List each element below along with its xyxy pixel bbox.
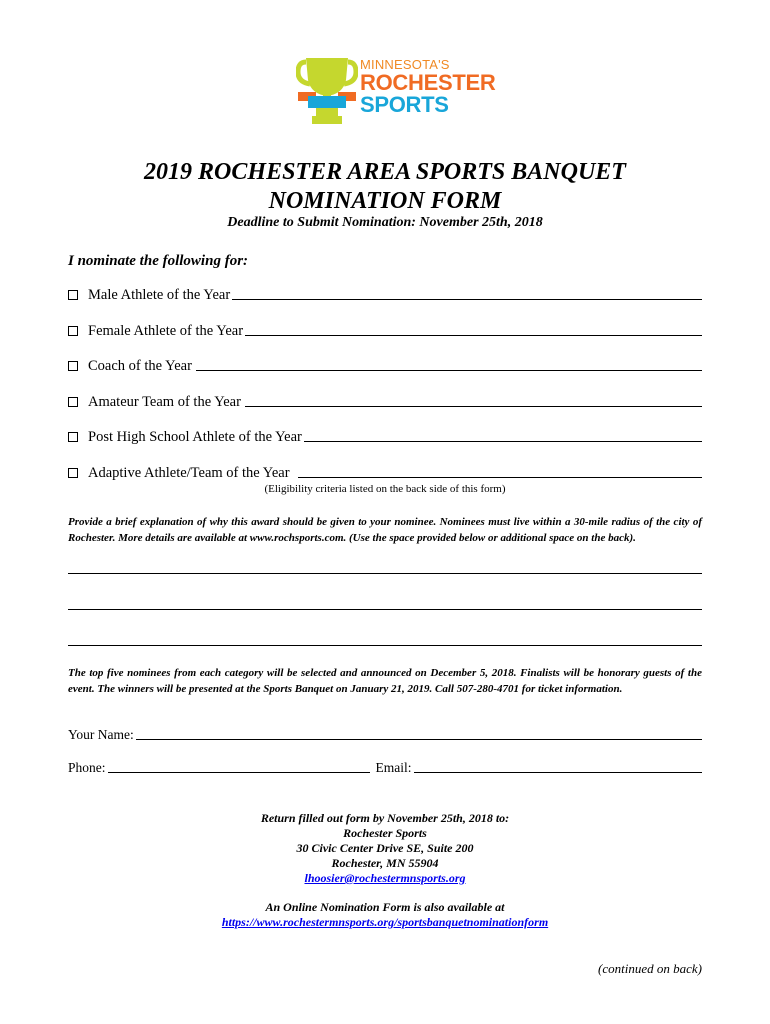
nominee-blank[interactable] xyxy=(298,476,702,478)
logo-wordmark xyxy=(360,58,495,116)
form-title-line1: 2019 ROCHESTER AREA SPORTS BANQUET xyxy=(144,159,626,185)
category-label: Male Athlete of the Year xyxy=(88,287,231,303)
rochester-sports-logo xyxy=(296,54,496,126)
nominate-heading: I nominate the following for: xyxy=(68,253,249,269)
category-post-high-school xyxy=(68,426,702,446)
continued-note: (continued on back) xyxy=(598,961,702,976)
phone-field[interactable] xyxy=(108,771,370,773)
explanation-line[interactable] xyxy=(68,573,702,574)
nominee-blank[interactable] xyxy=(196,369,702,371)
deadline-text: Deadline to Submit Nomination: November 25th, 2018 xyxy=(227,215,543,230)
return-organization: Rochester Sports xyxy=(343,826,427,840)
your-name-label: Your Name: xyxy=(68,727,134,742)
category-adaptive xyxy=(68,462,702,482)
explanation-instructions: Provide a brief explanation of why this award should be given to your nominee. Nominees must live within a 30-mile radius of the city of Rochester. More details are available at www.rochsports.com. (Use the space provided below or additional space on the back). xyxy=(68,516,702,544)
category-female-athlete xyxy=(68,320,702,340)
category-amateur-team xyxy=(68,391,702,411)
category-label: Female Athlete of the Year xyxy=(88,323,244,339)
category-checkbox[interactable] xyxy=(68,326,78,336)
return-street: 30 Civic Center Drive SE, Suite 200 xyxy=(296,841,474,855)
category-checkbox[interactable] xyxy=(68,361,78,371)
your-name-row xyxy=(68,727,702,743)
category-label: Adaptive Athlete/Team of the Year xyxy=(88,465,290,481)
online-form-link[interactable]: https://www.rochestermnsports.org/sportsbanquetnominationform xyxy=(221,915,549,929)
email-label: Email: xyxy=(375,760,412,775)
online-form-note: An Online Nomination Form is also available at xyxy=(265,900,505,914)
category-checkbox[interactable] xyxy=(68,432,78,442)
category-label: Coach of the Year xyxy=(88,358,192,374)
category-coach xyxy=(68,355,702,375)
logo-line-sports: SPORTS xyxy=(360,92,449,117)
nominee-blank[interactable] xyxy=(245,334,702,336)
email-field[interactable] xyxy=(414,771,702,773)
trophy-icon xyxy=(296,54,358,126)
nominee-blank[interactable] xyxy=(232,298,702,300)
category-label: Amateur Team of the Year xyxy=(88,394,241,410)
return-email-link[interactable]: lhoosier@rochestermnsports.org xyxy=(304,871,466,885)
category-male-athlete xyxy=(68,284,702,304)
category-checkbox[interactable] xyxy=(68,290,78,300)
nominee-blank[interactable] xyxy=(245,405,702,407)
phone-email-row xyxy=(68,760,702,776)
category-checkbox[interactable] xyxy=(68,468,78,478)
category-checkbox[interactable] xyxy=(68,397,78,407)
finalists-note: The top five nominees from each category will be selected and announced on December 5, 2018. Finalists will be honorary guests of the event. The winners will be presented at the Sports Banquet on January 21, 2019. Call 507-280-4701 for ticket information. xyxy=(68,667,702,695)
return-city: Rochester, MN 55904 xyxy=(331,856,439,870)
return-instructions xyxy=(0,811,770,930)
logo-line-rochester: ROCHESTER xyxy=(360,70,496,95)
explanation-line[interactable] xyxy=(68,609,702,610)
nominee-blank[interactable] xyxy=(304,440,702,442)
phone-label: Phone: xyxy=(68,760,106,775)
return-heading: Return filled out form by November 25th, 2018 to: xyxy=(260,811,510,825)
form-title-line2: NOMINATION FORM xyxy=(268,188,502,214)
explanation-line[interactable] xyxy=(68,645,702,646)
eligibility-note: (Eligibility criteria listed on the back side of this form) xyxy=(264,483,506,495)
logo-line-minnesotas: MINNESOTA'S xyxy=(360,57,450,72)
your-name-field[interactable] xyxy=(136,738,702,740)
category-label: Post High School Athlete of the Year xyxy=(88,429,302,445)
